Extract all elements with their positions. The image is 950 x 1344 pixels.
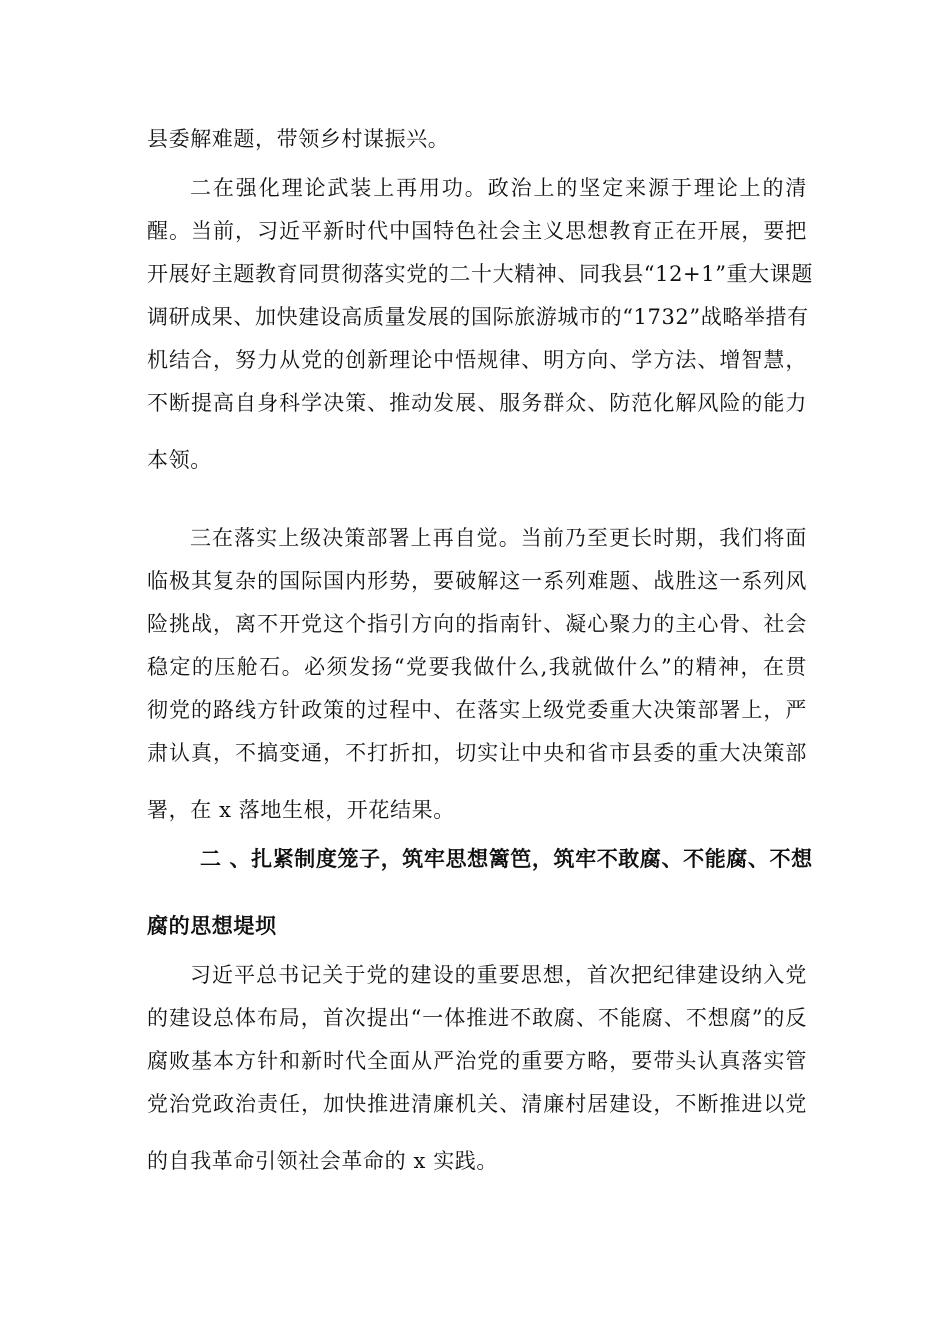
text-line: 本领。 bbox=[147, 448, 212, 472]
text-line: 腐败基本方针和新时代全面从严治党的重要方略，要带头认真落实管 bbox=[147, 1049, 807, 1073]
paragraph-3-line: 三在落实上级决策部署上再自觉。当前乃至更长时期，我们将面 bbox=[190, 526, 807, 550]
text-line: 署，在 x 落地生根，开花结果。 bbox=[147, 798, 455, 822]
text-line: 调研成果、加快建设高质量发展的国际旅游城市的“1732”战略举措有 bbox=[147, 305, 809, 329]
section-heading: 二 、扎紧制度笼子，筑牢思想篱笆，筑牢不敢腐、不能腐、不想 bbox=[200, 847, 813, 871]
text-line: 彻党的路线方针政策的过程中、在落实上级党委重大决策部署上，严 bbox=[147, 698, 807, 722]
text-line: 不断提高自身科学决策、推动发展、服务群众、防范化解风险的能力 bbox=[147, 391, 807, 415]
text-line: 的自我革命引领社会革命的 x 实践。 bbox=[147, 1149, 498, 1173]
text-line: 县委解难题，带领乡村谋振兴。 bbox=[147, 127, 450, 151]
text-line: 党治党政治责任，加快推进清廉机关、清廉村居建设，不断推进以党 bbox=[147, 1092, 807, 1116]
paragraph-4-line: 习近平总书记关于党的建设的重要思想，首次把纪律建设纳入党 bbox=[190, 963, 807, 987]
text-line: 临极其复杂的国际国内形势，要破解这一系列难题、战胜这一系列风 bbox=[147, 569, 807, 593]
section-heading-continued: 腐的思想堤坝 bbox=[147, 914, 277, 938]
paragraph-2-line: 二在强化理论武装上再用功。政治上的坚定来源于理论上的清 bbox=[190, 176, 807, 200]
text-line: 机结合，努力从党的创新理论中悟规律、明方向、学方法、增智慧， bbox=[147, 348, 807, 372]
text-line: 肃认真，不搞变通，不打折扣，切实让中央和省市县委的重大决策部 bbox=[147, 741, 807, 765]
text-line: 开展好主题教育同贯彻落实党的二十大精神、同我县“12+1”重大课题 bbox=[147, 262, 813, 286]
text-line: 稳定的压舱石。必须发扬“党要我做什么,我就做什么”的精神，在贯 bbox=[147, 655, 807, 679]
text-line: 的建设总体布局，首次提出“一体推进不敢腐、不能腐、不想腐”的反 bbox=[147, 1006, 807, 1030]
text-line: 醒。当前，习近平新时代中国特色社会主义思想教育正在开展，要把 bbox=[147, 219, 807, 243]
text-line: 险挑战，离不开党这个指引方向的指南针、凝心聚力的主心骨、社会 bbox=[147, 612, 807, 636]
